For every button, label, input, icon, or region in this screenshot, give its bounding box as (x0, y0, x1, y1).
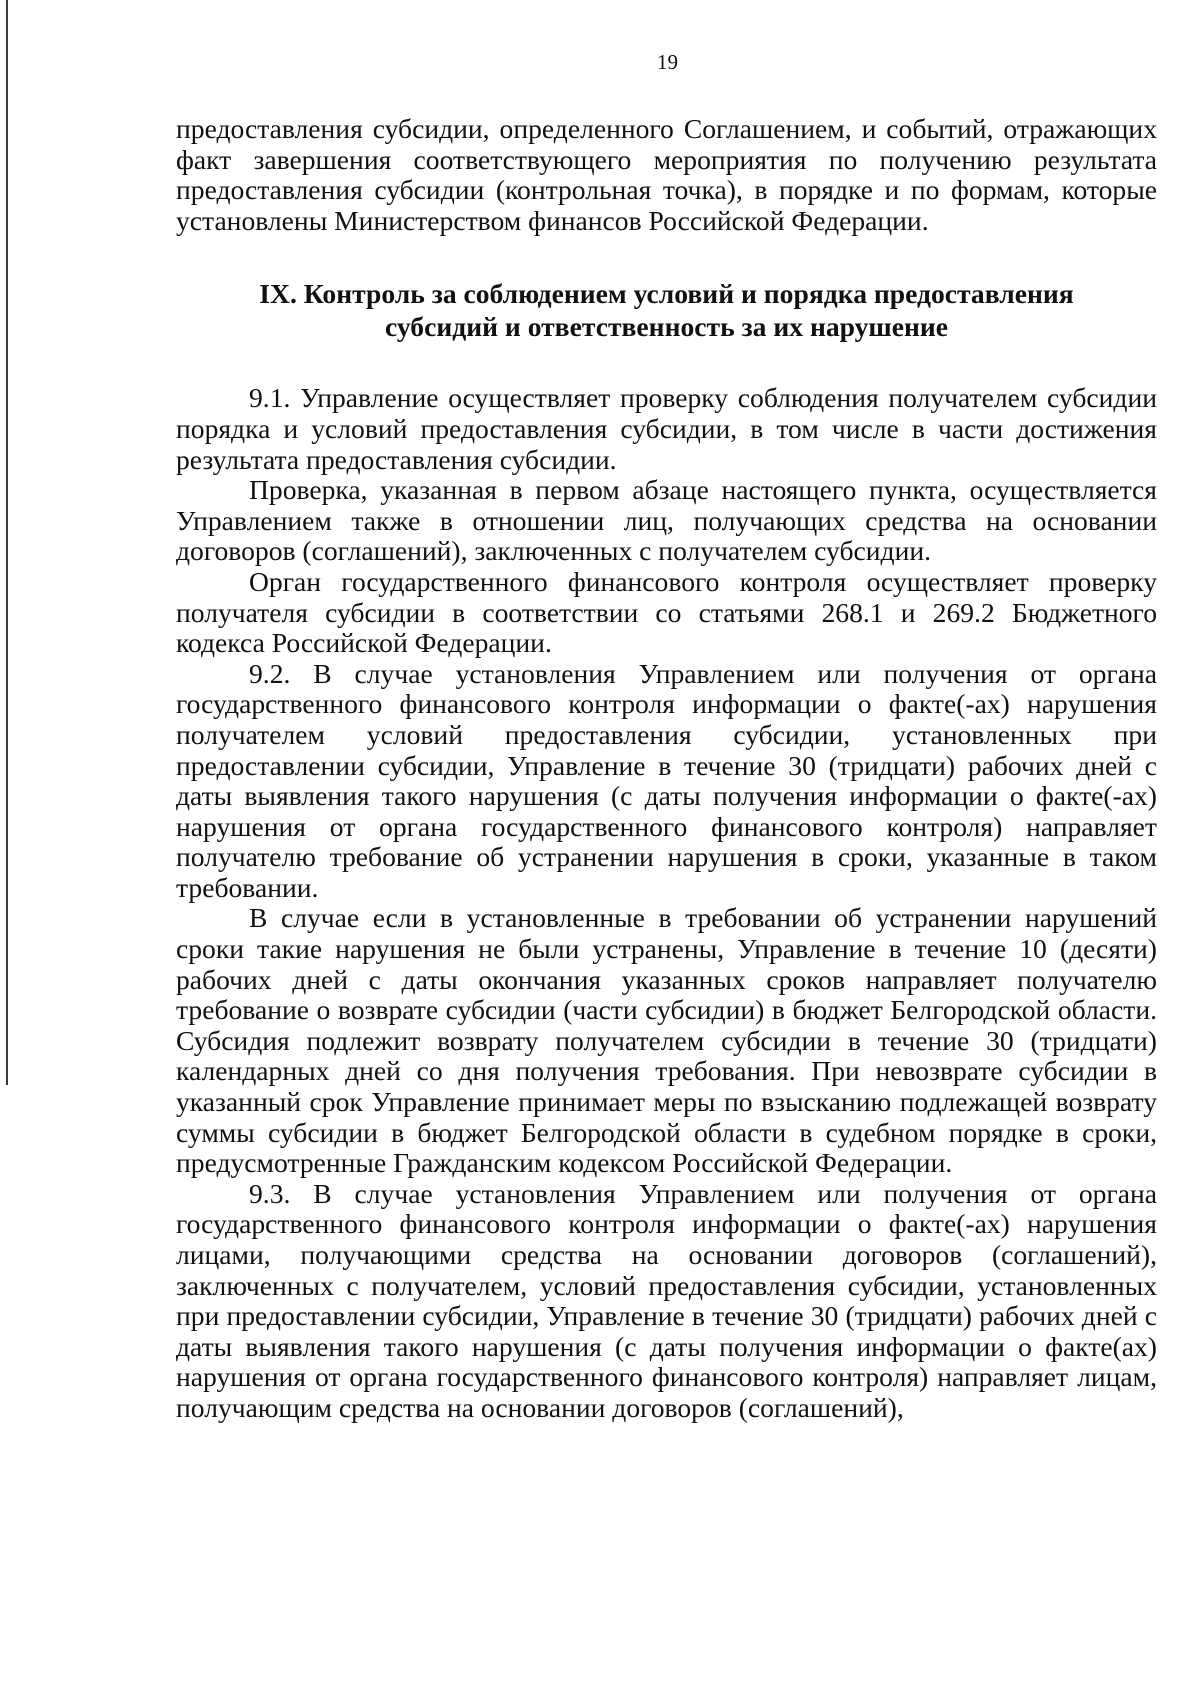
paragraph-9-1-control: Орган государственного финансового контроля осуществляет проверку получателя субсидии в соответствии со статьями 268.1 и 269.2 Бюджетного кодекса Российской Федерации. (176, 565, 1157, 659)
paragraph-9-2: 9.2. В случае установления Управлением или получения от органа государственного финансового контроля информации о факте(-ах) нарушения получателем условий предоставления субсидии, установленных при предоставлении субсидии, Управление в течение 30 (тридцати) рабочих дней с даты выявления такого нарушения (с даты получения информации о факте(-ах) нарушения от органа государственного финансового контроля) направляет получателю требование об устранении нарушения в сроки, указанные в таком требовании. (176, 657, 1157, 903)
paragraph-9-3: 9.3. В случае установления Управлением или получения от органа государственного финансового контроля информации о факте(-ах) нарушения лицами, получающими средства на основании договоров (соглашений), заключенных с получателем, условий предоставления субсидии, установленных при предоставлении субсидии, Управление в течение 30 (тридцати) рабочих дней с даты выявления такого нарушения (с даты получения информации о факте(ах) нарушения от органа государственного финансового контроля) направляет лицам, получающим средства на основании договоров (соглашений), (176, 1177, 1157, 1423)
section-heading (176, 277, 1157, 343)
paragraph-9-1-check: Проверка, указанная в первом абзаце настоящего пункта, осуществляется Управлением также в отношении лиц, получающих средства на основании договоров (соглашений), заключенных с получателем субсидии. (176, 474, 1157, 567)
scan-edge-line (6, 0, 8, 1085)
section-heading-line-1: IX. Контроль за соблюдением условий и порядка предоставления (259, 278, 1074, 310)
section-heading-line-2: субсидий и ответственность за их нарушение (384, 311, 949, 343)
continuation-paragraph: предоставления субсидии, определенного Соглашением, и событий, отражающих факт завершения соответствующего мероприятия по получению результата предоставления субсидии (контрольная точка), в порядке и по формам, которые установлены Министерством финансов Российской Федерации. (176, 113, 1157, 236)
page-number: 19 (657, 50, 678, 74)
document-body (176, 114, 1157, 1424)
paragraph-9-1: 9.1. Управление осуществляет проверку соблюдения получателем субсидии порядка и условий предоставления субсидии, в том числе в части достижения результата предоставления субсидии. (176, 382, 1157, 475)
paragraph-9-2-return: В случае если в установленные в требовании об устранении нарушений сроки такие нарушения не были устранены, Управление в течение 10 (десяти) рабочих дней с даты окончания указанных сроков направляет получателю требование о возврате субсидии (части субсидии) в бюджет Белгородской области. Субсидия подлежит возврату получателем субсидии в течение 30 (тридцати) календарных дней со дня получения требования. При невозврате субсидии в указанный срок Управление принимает меры по взысканию подлежащей возврату суммы субсидии в бюджет Белгородской области в судебном порядке в сроки, предусмотренные Гражданским кодексом Российской Федерации. (176, 902, 1157, 1179)
